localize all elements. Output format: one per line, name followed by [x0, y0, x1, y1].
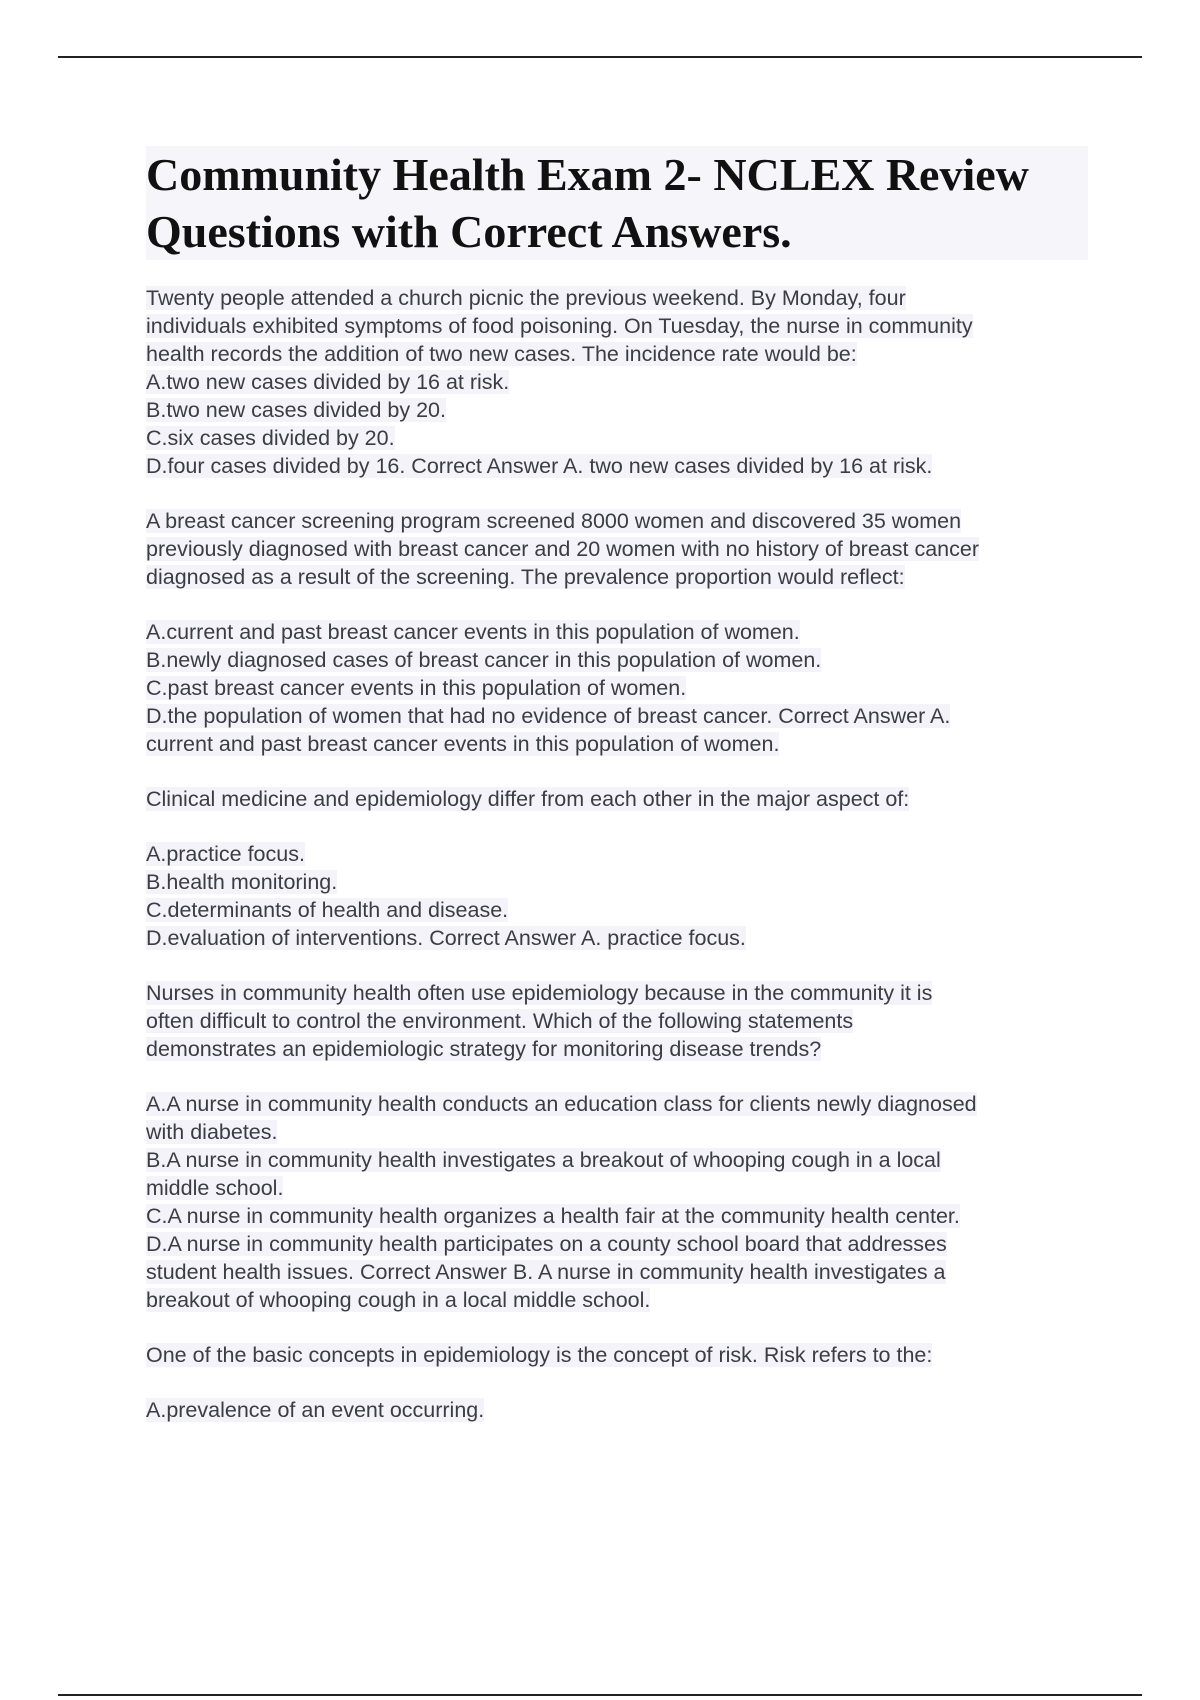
question-stem	[146, 979, 1096, 1063]
stem-line: Twenty people attended a church picnic the previous weekend. By Monday, four	[146, 286, 906, 310]
question-stem	[146, 1341, 1096, 1369]
question-stem	[146, 284, 1096, 368]
footer-rule	[58, 1694, 1142, 1696]
stem-line: demonstrates an epidemiologic strategy for monitoring disease trends?	[146, 1037, 822, 1061]
header-rule	[58, 56, 1142, 58]
option-line: A.A nurse in community health conducts an education class for clients newly diagnosed	[146, 1092, 977, 1116]
stem-line: often difficult to control the environment. Which of the following statements	[146, 1009, 854, 1033]
option-line: B.A nurse in community health investigates a breakout of whooping cough in a local	[146, 1148, 941, 1172]
option-line-with-answer: student health issues. Correct Answer B. A nurse in community health investigates a	[146, 1260, 946, 1284]
question-list	[146, 284, 1096, 1424]
question-1	[146, 284, 1096, 480]
option-line: with diabetes.	[146, 1120, 278, 1144]
stem-line: Nurses in community health often use epidemiology because in the community it is	[146, 981, 933, 1005]
option-line-with-answer: current and past breast cancer events in this population of women.	[146, 732, 780, 756]
option-line: C.A nurse in community health organizes a health fair at the community health center.	[146, 1204, 960, 1228]
stem-line: health records the addition of two new cases. The incidence rate would be:	[146, 342, 857, 366]
question-3	[146, 785, 1096, 952]
page-title	[146, 146, 1088, 260]
question-5	[146, 1341, 1096, 1424]
option-line: B.newly diagnosed cases of breast cancer in this population of women.	[146, 648, 822, 672]
stem-line: Clinical medicine and epidemiology differ from each other in the major aspect of:	[146, 787, 910, 811]
answer-options	[146, 1396, 1096, 1424]
option-line: B.health monitoring.	[146, 870, 338, 894]
stem-line: diagnosed as a result of the screening. The prevalence proportion would reflect:	[146, 565, 905, 589]
stem-line: previously diagnosed with breast cancer and 20 women with no history of breast cancer	[146, 537, 979, 561]
question-4	[146, 979, 1096, 1314]
answer-options	[146, 368, 1096, 480]
option-line: C.determinants of health and disease.	[146, 898, 509, 922]
option-line: A.two new cases divided by 16 at risk.	[146, 370, 510, 394]
option-line: B.two new cases divided by 20.	[146, 398, 446, 422]
option-line-with-answer: D.evaluation of interventions. Correct Answer A. practice focus.	[146, 926, 746, 950]
title-line: Community Health Exam 2- NCLEX Review	[146, 149, 1029, 200]
option-line: C.past breast cancer events in this population of women.	[146, 676, 687, 700]
question-2	[146, 507, 1096, 758]
option-line: A.practice focus.	[146, 842, 305, 866]
option-line: A.current and past breast cancer events in this population of women.	[146, 620, 800, 644]
title-line: Questions with Correct Answers.	[146, 206, 792, 257]
option-line: C.six cases divided by 20.	[146, 426, 395, 450]
stem-line: individuals exhibited symptoms of food poisoning. On Tuesday, the nurse in community	[146, 314, 973, 338]
option-line-with-answer: D.the population of women that had no evidence of breast cancer. Correct Answer A.	[146, 704, 951, 728]
option-line: D.A nurse in community health participates on a county school board that addresses	[146, 1232, 947, 1256]
option-line-with-answer: D.four cases divided by 16. Correct Answer A. two new cases divided by 16 at risk.	[146, 454, 933, 478]
question-stem	[146, 785, 1096, 813]
stem-line: One of the basic concepts in epidemiology is the concept of risk. Risk refers to the:	[146, 1343, 933, 1367]
stem-line: A breast cancer screening program screened 8000 women and discovered 35 women	[146, 509, 962, 533]
option-line: A.prevalence of an event occurring.	[146, 1398, 485, 1422]
question-stem	[146, 507, 1096, 591]
option-line-with-answer: breakout of whooping cough in a local middle school.	[146, 1288, 651, 1312]
answer-options	[146, 840, 1096, 952]
answer-options	[146, 1090, 1096, 1314]
option-line: middle school.	[146, 1176, 284, 1200]
answer-options	[146, 618, 1096, 758]
